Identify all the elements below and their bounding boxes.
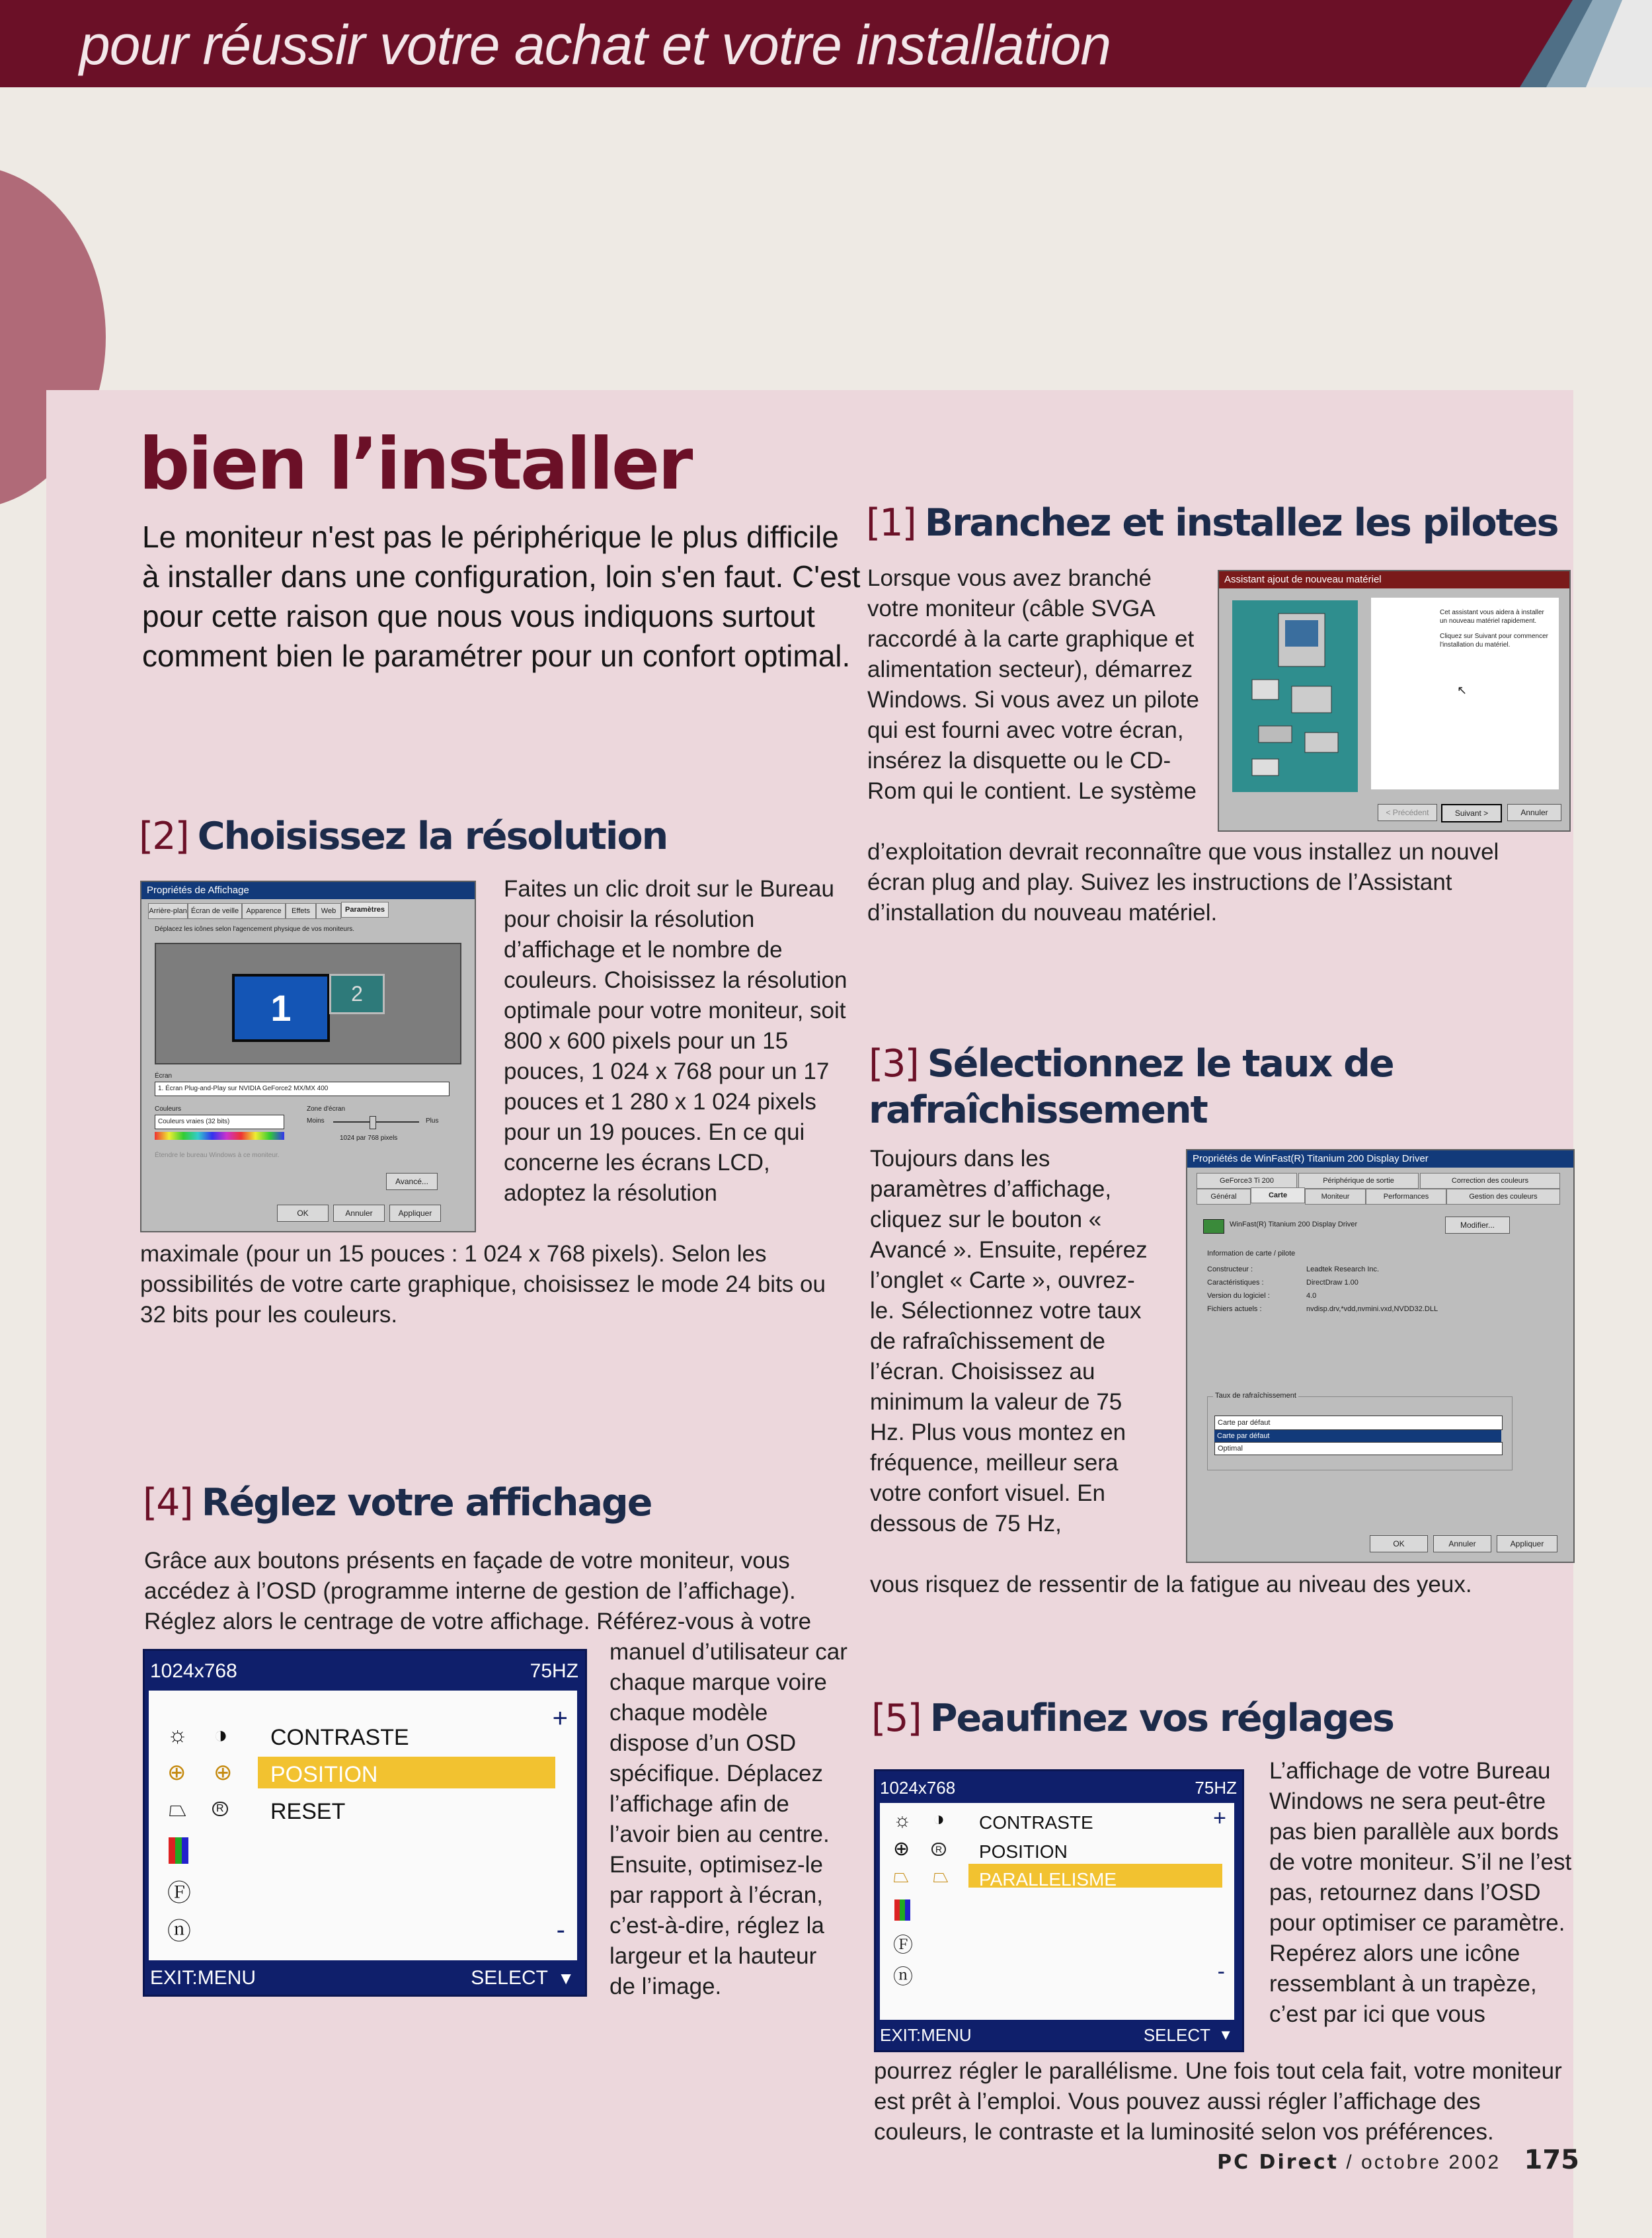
select-arrow-icon: ▼ xyxy=(557,1968,574,1988)
tab-card[interactable]: Carte xyxy=(1251,1187,1305,1203)
f-icon: Ⓕ xyxy=(167,1879,192,1906)
display-properties-screenshot xyxy=(140,881,476,1232)
osd-minus[interactable]: - xyxy=(1217,1959,1225,1984)
section-5-number: [5] xyxy=(871,1697,921,1740)
tab-color-management[interactable]: Gestion des couleurs xyxy=(1446,1189,1560,1205)
section-4-text-a: Grâce aux boutons présents en façade de votre moniteur, vous accédez à l’OSD (programme interne de gestion de l’affichage). Réglez alors le centrage de votre affichage. Référez-vous à votre xyxy=(144,1548,812,1634)
info-key: Constructeur : xyxy=(1207,1265,1253,1273)
wizard-cancel-button[interactable]: Annuler xyxy=(1507,804,1561,821)
reset-icon: R xyxy=(212,1802,228,1816)
brightness-icon: ☼ xyxy=(167,1722,188,1747)
color-icon xyxy=(169,1837,188,1864)
section-5-text-b: pourrez régler le parallélisme. Une fois tout cela fait, votre moniteur est prêt à l’emploi. Vous pouvez aussi régler l’affichage des couleurs, le contraste et la luminosité selon vos préférences. xyxy=(874,2058,1562,2145)
section-5-text-a: L’affichage de votre Bureau Windows ne sera peut-être pas bien parallèle aux bords de votre moniteur. S’il ne l’est pas, retournez dans l’OSD pour optimiser ce paramètre. Repérez alors une icône ressemblant à un trapèze, c’est par ici que vous xyxy=(1269,1758,1572,2027)
osd-frequency: 75HZ xyxy=(530,1660,578,1682)
osd-item-position[interactable]: POSITION xyxy=(270,1762,378,1787)
tab-performance[interactable]: Performances xyxy=(1366,1189,1446,1205)
banner-decoration xyxy=(1480,0,1652,87)
f-icon: Ⓕ xyxy=(893,1935,913,1956)
section-1-text-b: d’exploitation devrait reconnaître que vous installez un nouvel écran plug and play. Suivez les instructions de l’Assistant d’installation du nouveau matériel. xyxy=(867,839,1499,926)
screen-select[interactable]: 1. Écran Plug-and-Play sur NVIDIA GeForce2 MX/MX 400 xyxy=(155,1082,450,1096)
section-2-text-a: Faites un clic droit sur le Bureau pour choisir la résolution d’affichage et le nombre de couleurs. Choisissez la résolution optimale pour votre moniteur, soit 800 x 600 pixels pour un 15 pouces, 1 024 x 768 pour un 17 pouces et 1 280 x 1 024 pixels pour un 19 pouces. En ce qui concerne les écrans LCD, adoptez la résolution xyxy=(504,876,847,1206)
colors-label: Couleurs xyxy=(155,1105,182,1113)
osd-body xyxy=(880,1803,1234,2020)
graphics-card-icon xyxy=(1203,1219,1224,1234)
section-3-text-a: Toujours dans les paramètres d’affichage, cliquez sur le bouton « Avancé ». Ensuite, repérez l’onglet « Carte », ouvrez-le. Sélectionnez votre taux de rafraîchissement de l’écran. Choisissez au minimum la valeur de 75 Hz. Plus vous montez en fréquence, meilleur sera votre confort visuel. En dessous de 75 Hz, xyxy=(870,1146,1148,1537)
refresh-rate-option-default[interactable]: Carte par défaut xyxy=(1214,1430,1501,1442)
wizard-prev-button[interactable]: < Précédent xyxy=(1378,804,1437,821)
less-label: Moins xyxy=(307,1117,325,1125)
monitor-layout-area xyxy=(155,943,461,1064)
issue-date: / octobre 2002 xyxy=(1346,2151,1501,2173)
magazine-name: PC Direct xyxy=(1217,2151,1339,2174)
page-number: 175 xyxy=(1524,2145,1579,2175)
resolution-slider[interactable] xyxy=(333,1121,419,1123)
osd-resolution: 1024x768 xyxy=(880,1778,956,1798)
tab-effects[interactable]: Effets xyxy=(286,903,316,919)
page-footer xyxy=(1217,2145,1579,2175)
section-4-heading xyxy=(143,1480,651,1526)
wizard-screenshot xyxy=(1218,570,1571,832)
n-icon: ⓝ xyxy=(893,1966,913,1988)
colors-select[interactable]: Couleurs vraies (32 bits) xyxy=(155,1115,284,1129)
wizard-text-1: Cet assistant vous aidera à installer un nouveau matériel rapidement. xyxy=(1440,609,1544,625)
info-value: DirectDraw 1.00 xyxy=(1306,1279,1358,1287)
osd-item-parallelism[interactable]: PARALLELISME xyxy=(979,1869,1117,1890)
tab-screensaver[interactable]: Écran de veille xyxy=(188,903,242,919)
osd-exit[interactable]: EXIT:MENU xyxy=(150,1967,256,1989)
ok-button[interactable]: OK xyxy=(277,1205,329,1222)
apply-button[interactable]: Appliquer xyxy=(389,1205,441,1222)
section-4-text-b: manuel d’utilisateur car chaque marque voire chaque modèle dispose d’un OSD spécifique. Déplacez l’affichage afin de l’avoir bien au centre. Ensuite, optimisez-le par rapport à l’écran, c’est-à-dire, réglez la largeur et la hauteur de l’image. xyxy=(610,1639,847,1999)
wizard-text-area xyxy=(1371,598,1559,789)
contrast-icon: ◑ xyxy=(933,1808,945,1830)
select-arrow-icon: ▼ xyxy=(1218,2026,1233,2043)
extend-desktop-checkbox[interactable]: Étendre le bureau Windows à ce moniteur. xyxy=(155,1152,280,1159)
section-5-heading xyxy=(871,1695,1394,1741)
banner-title: pour réussir votre achat et votre installation xyxy=(79,14,1111,76)
card-info-keys xyxy=(1207,1263,1270,1316)
reset-icon: R xyxy=(931,1843,946,1856)
section-1-text-a: Lorsque vous avez branché votre moniteur (câble SVGA raccordé à la carte graphique et alimentation secteur), démarrez Windows. Si vous avez un pilote qui est fourni avec votre écran, insérez la disquette ou le CD-Rom qui le contient. Le système xyxy=(867,565,1199,804)
driver-properties-screenshot xyxy=(1186,1149,1575,1563)
info-value: Leadtek Research Inc. xyxy=(1306,1265,1380,1273)
wizard-illustration xyxy=(1232,600,1358,792)
section-3-text-b: vous risquez de ressentir de la fatigue au niveau des yeux. xyxy=(870,1572,1472,1597)
position-icon: ⊕ xyxy=(893,1838,910,1860)
tab-settings[interactable]: Paramètres xyxy=(341,902,389,918)
section-3-number: [3] xyxy=(869,1042,918,1086)
color-icon xyxy=(894,1899,910,1921)
section-1-number: [1] xyxy=(866,501,916,545)
section-1-heading xyxy=(866,500,1558,546)
tab-background[interactable]: Arrière-plan xyxy=(148,903,188,919)
cancel-button[interactable]: Annuler xyxy=(333,1205,385,1222)
resolution-value: 1024 par 768 pixels xyxy=(340,1135,398,1142)
tab-monitor[interactable]: Moniteur xyxy=(1305,1189,1366,1205)
color-bar xyxy=(155,1132,284,1140)
section-4-number: [4] xyxy=(143,1481,192,1525)
section-3-title-line2: rafraîchissement xyxy=(869,1088,1207,1132)
refresh-rate-group xyxy=(1207,1392,1513,1470)
more-label: Plus xyxy=(426,1117,439,1125)
osd-menu-1 xyxy=(143,1649,587,1997)
osd-select[interactable]: SELECT xyxy=(471,1967,548,1989)
monitor-2[interactable]: 2 xyxy=(329,974,385,1014)
computer-icon xyxy=(1232,600,1358,792)
wizard-next-button[interactable]: Suivant > xyxy=(1441,804,1502,822)
section-2-text-b: maximale (pour un 15 pouces : 1 024 x 768 pixels). Selon les possibilités de votre carte graphique, choisissez le mode 24 bits ou 32 bits pour les couleurs. xyxy=(140,1241,826,1328)
section-2-number: [2] xyxy=(139,815,188,858)
osd-plus[interactable]: + xyxy=(1213,1806,1226,1831)
trapezoid-icon-2: ⏢ xyxy=(933,1865,949,1887)
n-icon: ⓝ xyxy=(167,1917,192,1944)
brightness-icon: ☼ xyxy=(893,1810,912,1831)
section-2-heading xyxy=(139,813,667,859)
trapezoid-icon: ⏢ xyxy=(893,1865,909,1887)
cancel-button[interactable]: Annuler xyxy=(1433,1535,1491,1552)
section-4-title: Réglez votre affichage xyxy=(201,1481,652,1525)
card-info-values xyxy=(1306,1263,1438,1316)
refresh-rate-select[interactable]: Carte par défaut xyxy=(1214,1416,1503,1430)
display-hint: Déplacez les icônes selon l'agencement physique de vos moniteurs. xyxy=(155,926,355,933)
refresh-rate-option-optimal[interactable]: Optimal xyxy=(1214,1442,1503,1455)
info-key: Fichiers actuels : xyxy=(1207,1305,1262,1313)
tab-output-device[interactable]: Périphérique de sortie xyxy=(1298,1173,1419,1189)
wizard-text-2: Cliquez sur Suivant pour commencer l'installation du matériel. xyxy=(1440,633,1548,649)
osd-resolution: 1024x768 xyxy=(150,1660,237,1682)
osd-plus[interactable]: + xyxy=(552,1704,568,1733)
osd-frequency: 75HZ xyxy=(1195,1778,1237,1798)
osd-select[interactable]: SELECT xyxy=(1143,2025,1210,2045)
osd-minus[interactable]: - xyxy=(556,1915,565,1944)
section-1-title: Branchez et installez les pilotes xyxy=(924,501,1558,545)
section-3-heading xyxy=(869,1041,1394,1133)
info-key: Version du logiciel : xyxy=(1207,1292,1270,1300)
osd-item-reset[interactable]: RESET xyxy=(270,1799,346,1824)
cursor-icon: ↖ xyxy=(1457,684,1468,697)
contrast-icon: ◑ xyxy=(214,1721,228,1748)
tab-general[interactable]: Général xyxy=(1197,1189,1251,1205)
section-3-title-line1: Sélectionnez le taux de xyxy=(927,1042,1394,1086)
screen-label: Écran xyxy=(155,1072,173,1080)
apply-button[interactable]: Appliquer xyxy=(1497,1535,1557,1552)
wizard-titlebar: Assistant ajout de nouveau matériel xyxy=(1219,571,1569,588)
page-title: bien l’installer xyxy=(139,423,691,506)
advanced-button[interactable]: Avancé... xyxy=(386,1173,438,1190)
osd-item-position[interactable]: POSITION xyxy=(979,1841,1068,1862)
info-value: 4.0 xyxy=(1306,1292,1317,1300)
osd-body xyxy=(149,1691,577,1960)
tab-web[interactable]: Web xyxy=(316,903,341,919)
zone-label: Zone d'écran xyxy=(307,1105,346,1113)
modify-button[interactable]: Modifier... xyxy=(1445,1217,1510,1234)
position-icon: ⊕ xyxy=(167,1760,186,1785)
driver-properties-titlebar: Propriétés de WinFast(R) Titanium 200 Display Driver xyxy=(1187,1150,1573,1168)
osd-item-contrast[interactable]: CONTRASTE xyxy=(270,1725,409,1750)
tab-color-correction[interactable]: Correction des couleurs xyxy=(1420,1173,1560,1189)
tab-geforce[interactable]: GeForce3 Ti 200 xyxy=(1197,1173,1297,1189)
monitor-1[interactable]: 1 xyxy=(232,974,330,1042)
position-icon-2: ⊕ xyxy=(214,1760,233,1785)
osd-exit[interactable]: EXIT:MENU xyxy=(880,2025,972,2045)
display-properties-titlebar: Propriétés de Affichage xyxy=(141,882,475,899)
section-5-title: Peaufinez vos réglages xyxy=(929,1697,1394,1740)
info-key: Caractéristiques : xyxy=(1207,1279,1264,1287)
tab-appearance[interactable]: Apparence xyxy=(242,903,286,919)
info-value: nvdisp.drv,*vdd,nvmini.vxd,NVDD32.DLL xyxy=(1306,1305,1438,1313)
intro-paragraph: Le moniteur n'est pas le périphérique le plus difficile à installer dans une configuration, loin s'en faut. C'est pour cette raison que nous vous indiquons surtout comment bien le paramétrer pour un confort optimal. xyxy=(142,520,861,673)
osd-item-contrast[interactable]: CONTRASTE xyxy=(979,1812,1093,1833)
trapezoid-icon: ⏢ xyxy=(169,1796,187,1821)
osd-menu-2 xyxy=(874,1769,1244,2052)
ok-button[interactable]: OK xyxy=(1370,1535,1428,1552)
card-info-heading: Information de carte / pilote xyxy=(1207,1250,1296,1258)
driver-name: WinFast(R) Titanium 200 Display Driver xyxy=(1230,1220,1358,1228)
section-2-title: Choisissez la résolution xyxy=(197,815,668,858)
slider-handle[interactable] xyxy=(370,1116,376,1129)
refresh-rate-label: Taux de rafraîchissement xyxy=(1213,1392,1298,1400)
